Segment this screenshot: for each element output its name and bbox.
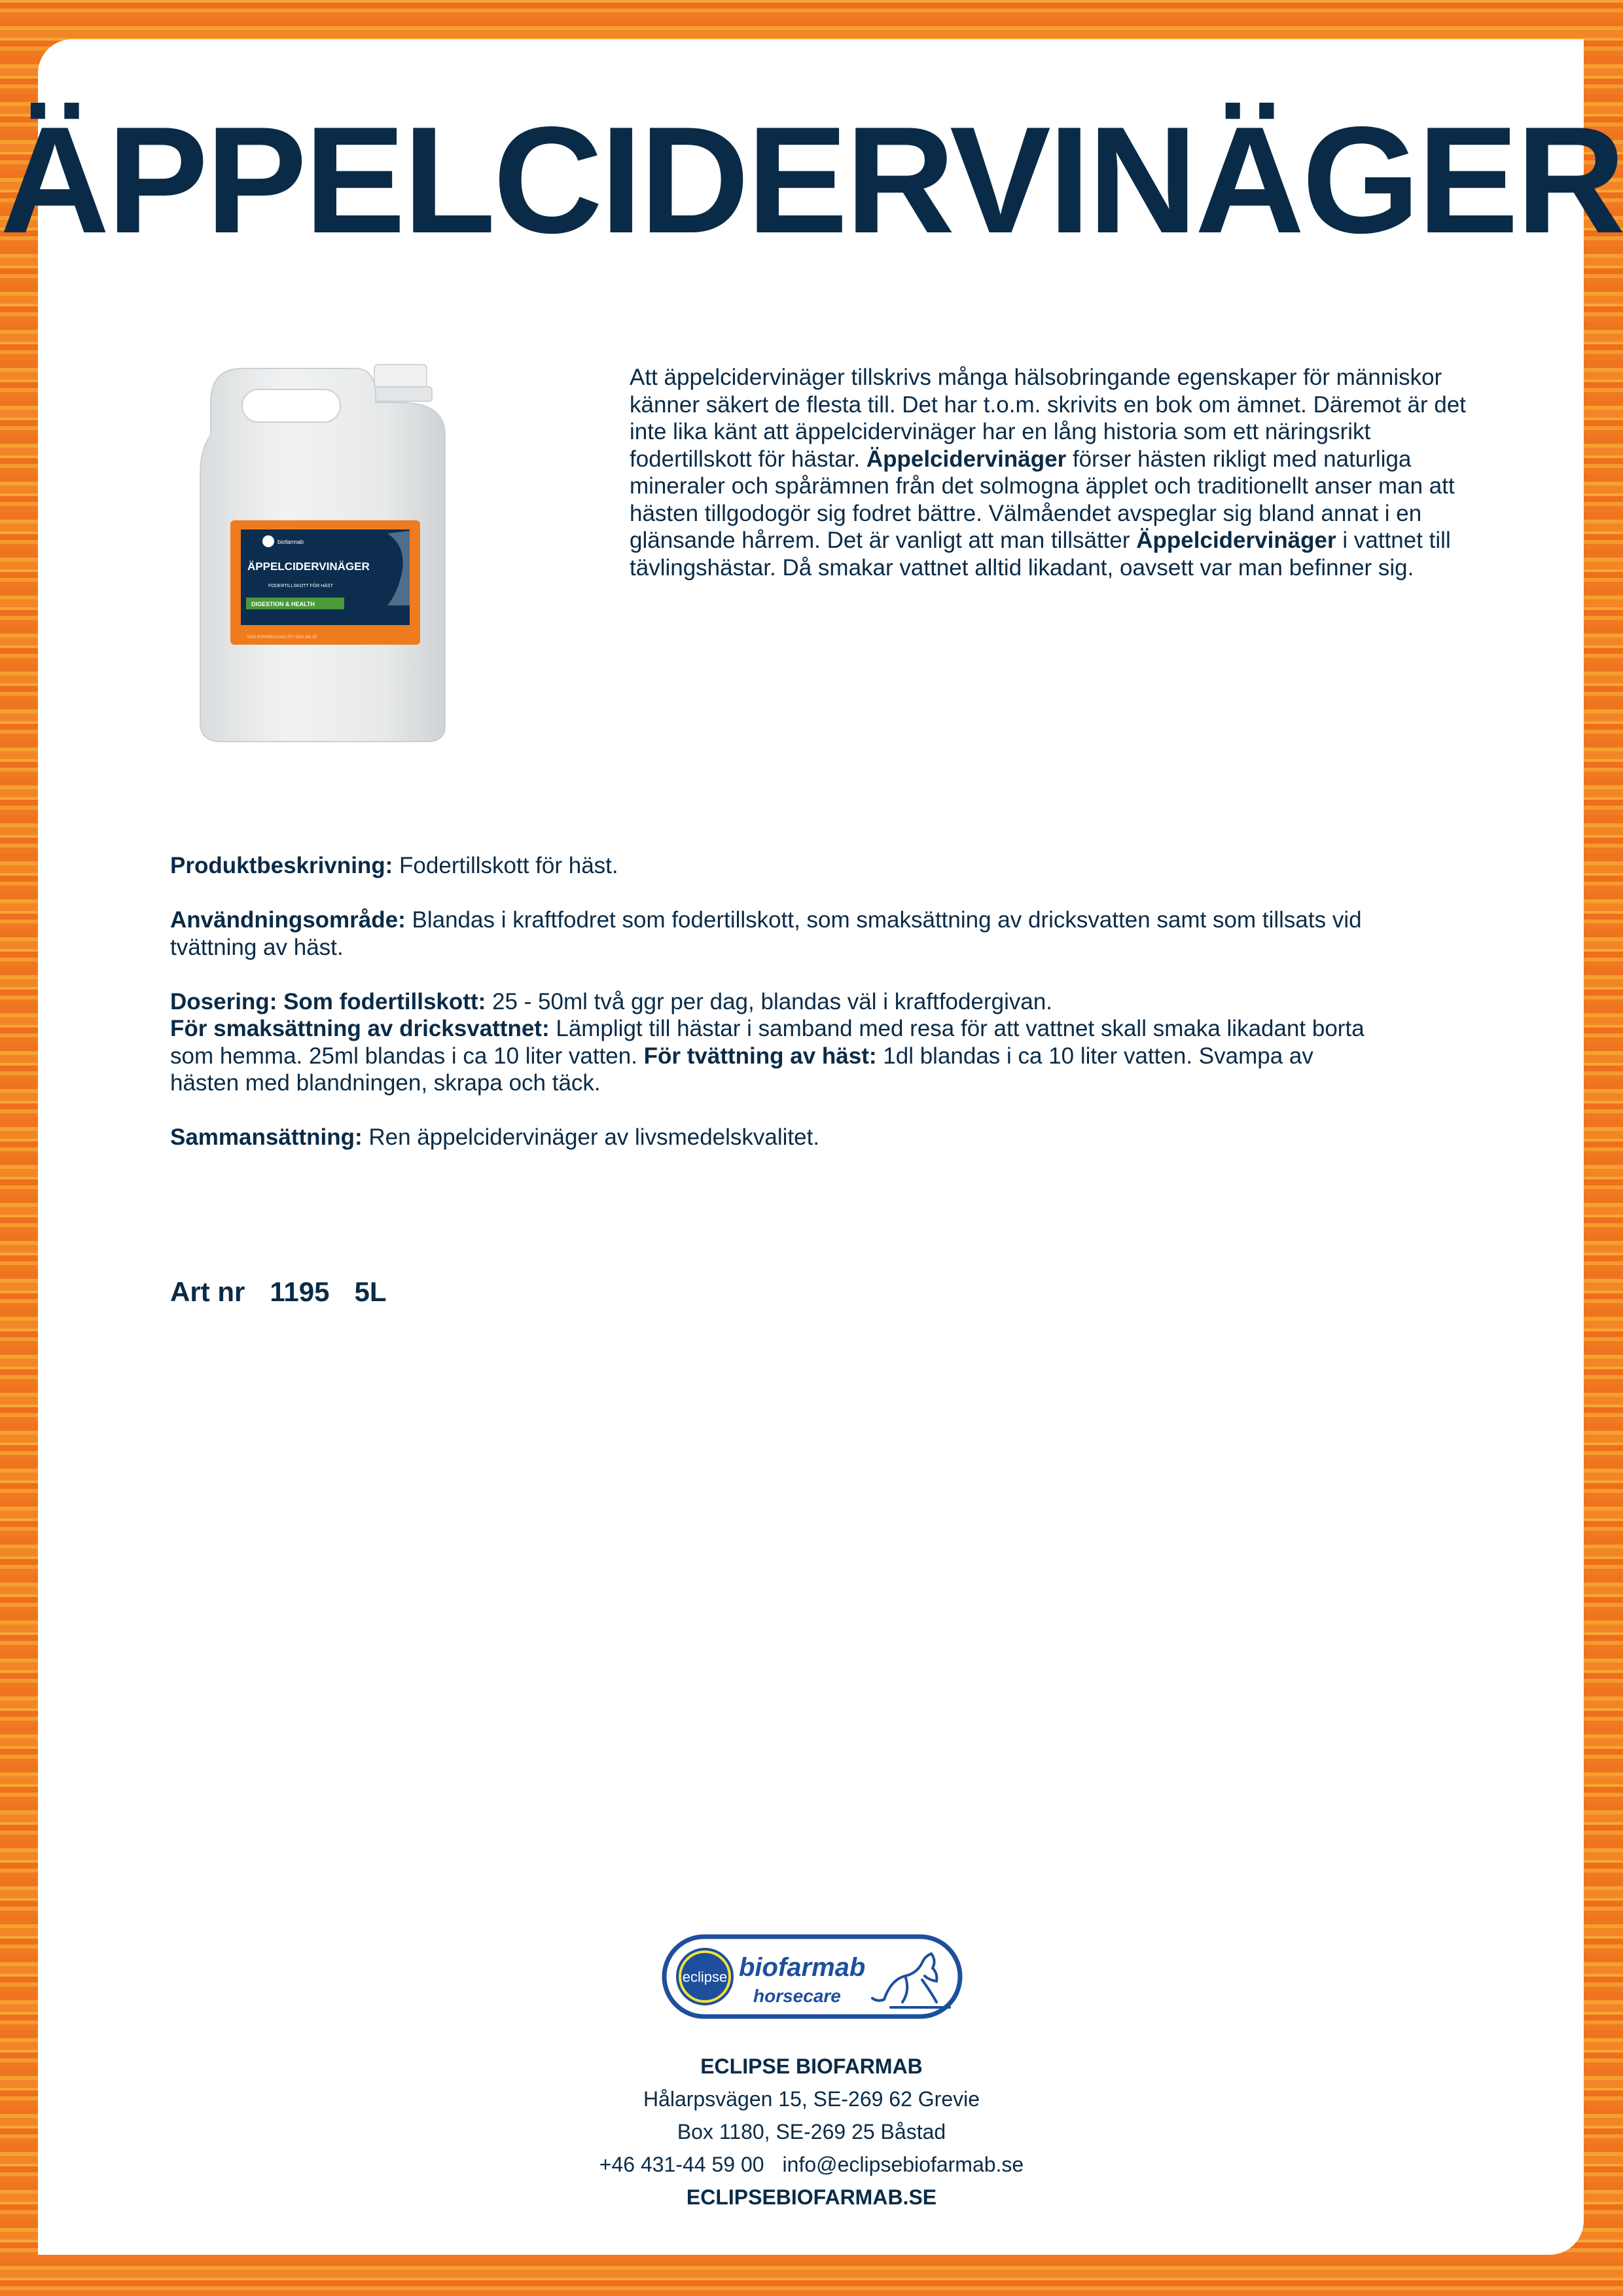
- spec-dosage: Dosering: Som fodertillskott: 25 - 50ml två ggr per dag, blandas väl i kraftfodergivan. För smaksättning av dricksvattnet: Lämpligt till hästar i samband med resa för att vattnet skall smaka likadant borta som hemma. 25ml blandas i ca 10 liter vatten. För tvättning av häst: 1dl blandas i ca 10 liter vatten. Svampa av hästen med blandningen, skrapa och täck.: [170, 988, 1364, 1096]
- page-title: ÄPPELCIDERVINÄGER: [0, 96, 1623, 265]
- contact-line: [0, 2148, 1623, 2181]
- article-number: [170, 1276, 411, 1308]
- eclipse-biofarmab-logo: [662, 1934, 963, 2022]
- intro-product-name-2: Äppelcidervinäger: [1136, 528, 1336, 553]
- spec-product-description: Produktbeskrivning: Fodertillskott för häst.: [170, 853, 618, 878]
- product-intro-paragraph: [630, 364, 1480, 581]
- address-line-1: Hålarpsvägen 15, SE-269 62 Grevie: [643, 2087, 980, 2111]
- svg-text:FODERTILLSKOTT FÖR HÄST: FODERTILLSKOTT FÖR HÄST: [268, 584, 333, 588]
- email-link[interactable]: info@eclipsebiofarmab.se: [782, 2153, 1024, 2176]
- svg-text:DIGESTION & HEALTH: DIGESTION & HEALTH: [251, 601, 315, 607]
- article-size: 5L: [354, 1276, 387, 1307]
- product-jug-image: [191, 357, 466, 753]
- address-line-2: Box 1180, SE-269 25 Båstad: [677, 2120, 946, 2144]
- intro-text-3: i vattnet till tävlingshästar. Då smakar vattnet alltid likadant, oavsett var man befinner sig.: [630, 528, 1451, 581]
- phone-number: +46 431-44 59 00: [599, 2153, 764, 2176]
- svg-text:ÄPPELCIDERVINÄGER: ÄPPELCIDERVINÄGER: [247, 560, 370, 573]
- company-footer: [0, 2050, 1623, 2214]
- article-number-label: Art nr: [170, 1276, 245, 1307]
- spec-usage-area: Användningsområde: Blandas i kraftfodret som fodertillskott, som smaksättning av dricksvatten samt som tillsats vid tvättning av häst.: [170, 907, 1362, 960]
- svg-text:biofarmab: biofarmab: [739, 1953, 866, 1982]
- spec-composition: Sammansättning: Ren äppelcidervinäger av livsmedelskvalitet.: [170, 1124, 820, 1150]
- intro-text-1: Att äppelcidervinäger tillskrivs många hälsobringande egenskaper för människor känner säkert de flesta till. Det har t.o.m. skrivits en bok om ämnet. Däremot är det inte lika känt att äppelcidervinäger har en lång historia som ett näringsrikt fodertillskott för hästar.: [630, 365, 1467, 472]
- intro-product-name-1: Äppelcidervinäger: [866, 446, 1067, 472]
- website-link[interactable]: ECLIPSEBIOFARMAB.SE: [686, 2185, 937, 2209]
- svg-text:DEN SVENSKA KVALITET OCH MILJÖ: DEN SVENSKA KVALITET OCH MILJÖ: [247, 636, 317, 639]
- product-specifications: [170, 852, 1381, 1178]
- svg-text:biofarmab: biofarmab: [277, 539, 304, 545]
- article-number-value: 1195: [270, 1276, 330, 1307]
- svg-text:horsecare: horsecare: [753, 1986, 841, 2006]
- company-name: ECLIPSE BIOFARMAB: [700, 2054, 923, 2078]
- svg-text:eclipse: eclipse: [682, 1969, 728, 1985]
- intro-text-2: förser hästen rikligt med naturliga mineraler och spårämnen från det solmogna äpplet och traditionellt anser man att hästen tillgodogör sig fodret bättre. Välmåendet avspeglar sig bland annat i en glänsande hårrem. Det är vanligt att man tillsätter: [630, 446, 1455, 553]
